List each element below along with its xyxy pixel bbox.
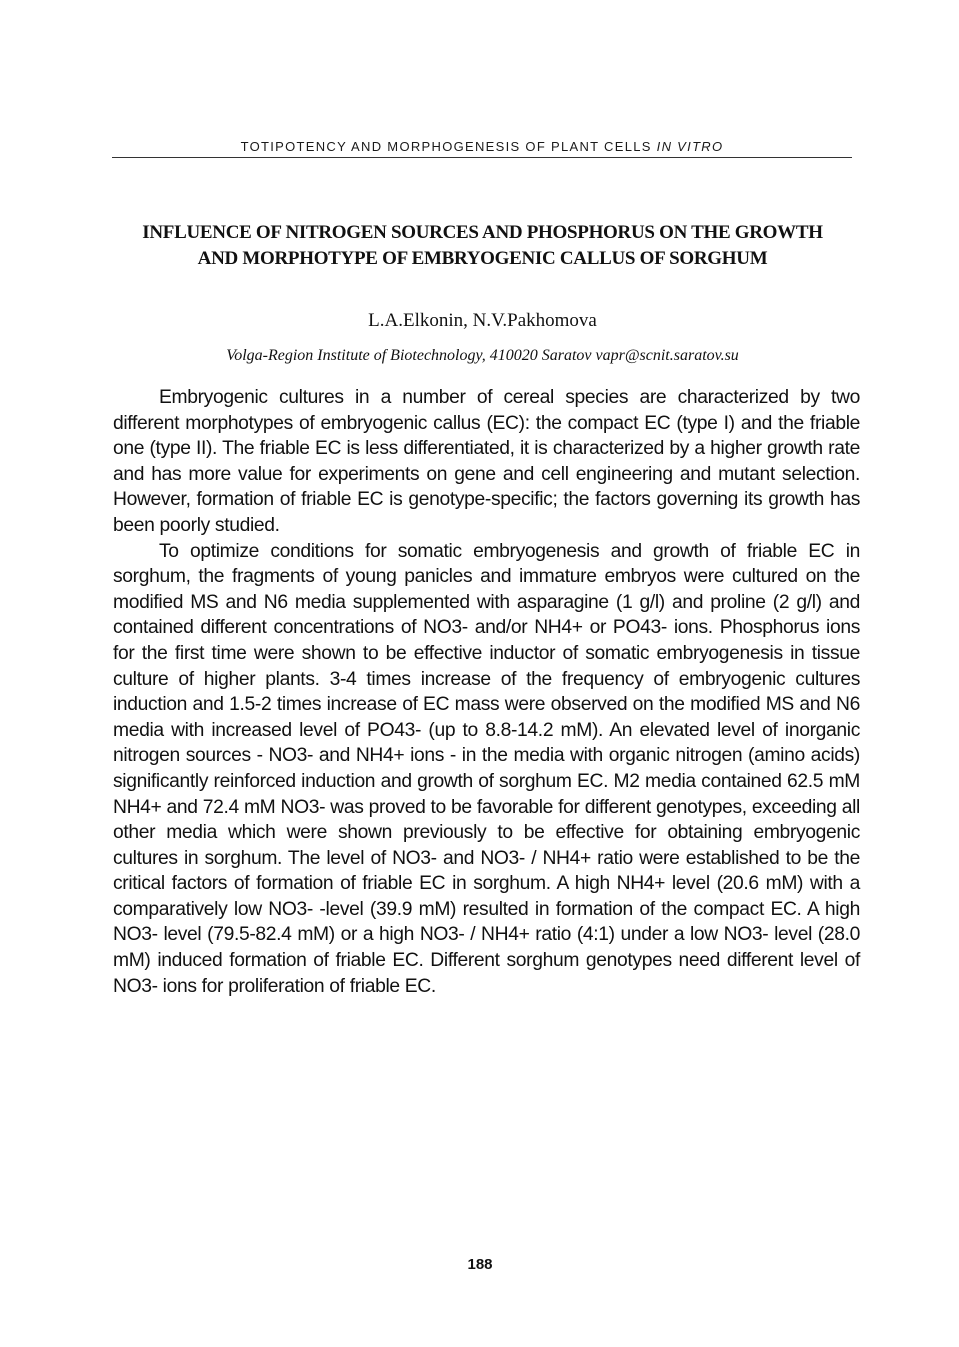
running-header [112,139,852,154]
article-body [113,385,860,999]
body-paragraph-1: Embryogenic cultures in a number of cereal species are characterized by two different morphotypes of embryogenic callus (EC): the compact EC (type I) and the friable one (type II). The friable EC is less differentiated, it is characterized by a higher growth rate and has more value for experiments on gene and cell engineering and mutant selection. However, formation of friable EC is genotype-specific; the factors governing its growth has been poorly studied. [113,387,860,536]
article-title: INFLUENCE OF NITROGEN SOURCES AND PHOSPHORUS ON THE GROWTH AND MORPHOTYPE OF EMBRYOGENIC CALLUS OF SORGHUM [142,222,823,269]
article-authors: L.A.Elkonin, N.V.Pakhomova [368,310,597,331]
header-divider [112,157,852,158]
body-paragraph-2: To optimize conditions for somatic embryogenesis and growth of friable EC in sorghum, the fragments of young panicles and immature embryos were cultured on the modified MS and N6 media supplemented with asparagine (1 g/l) and proline (2 g/l) and contained different concentrations of NO3- and/or NH4+ or PO43- ions. Phosphorus ions for the first time were shown to be effective inductor of somatic embryogenesis in tissue culture of higher plants. 3-4 times increase of the frequency of embryogenic cultures induction and 1.5-2 times increase of EC mass were observed on the modified MS and N6 media with increased level of PO43- (up to 8.8-14.2 mM). An elevated level of inorganic nitrogen sources - NO3- and NH4+ ions - in the media with organic nitrogen (amino acids) significantly reinforced induction and growth of sorghum EC. M2 media contained 62.5 mM NH4+ and 72.4 mM NO3- was proved to be favorable for different genotypes, exceeding all other media which were shown previously to be effective for obtaining embryogenic cultures in sorghum. The level of NO3- and NO3- / NH4+ ratio were established to be the critical factors of formation of friable EC in sorghum. A high NH4+ level (20.6 mM) with a comparatively low NO3- -level (39.9 mM) resulted in formation of the compact EC. A high NO3- level (79.5-82.4 mM) or a high NO3- / NH4+ ratio (4:1) under a low NO3- level (28.0 mM) induced formation of friable EC. Different sorghum genotypes need different level of NO3- ions for proliferation of friable EC. [113,540,860,997]
running-header-text: TOTIPOTENCY AND MORPHOGENESIS OF PLANT CELLS [240,139,652,154]
page-number: 188 [467,1256,493,1273]
article-affiliation: Volga-Region Institute of Biotechnology, 410020 Saratov vapr@scnit.saratov.su [226,347,739,364]
running-header-italic: IN VITRO [656,139,724,154]
